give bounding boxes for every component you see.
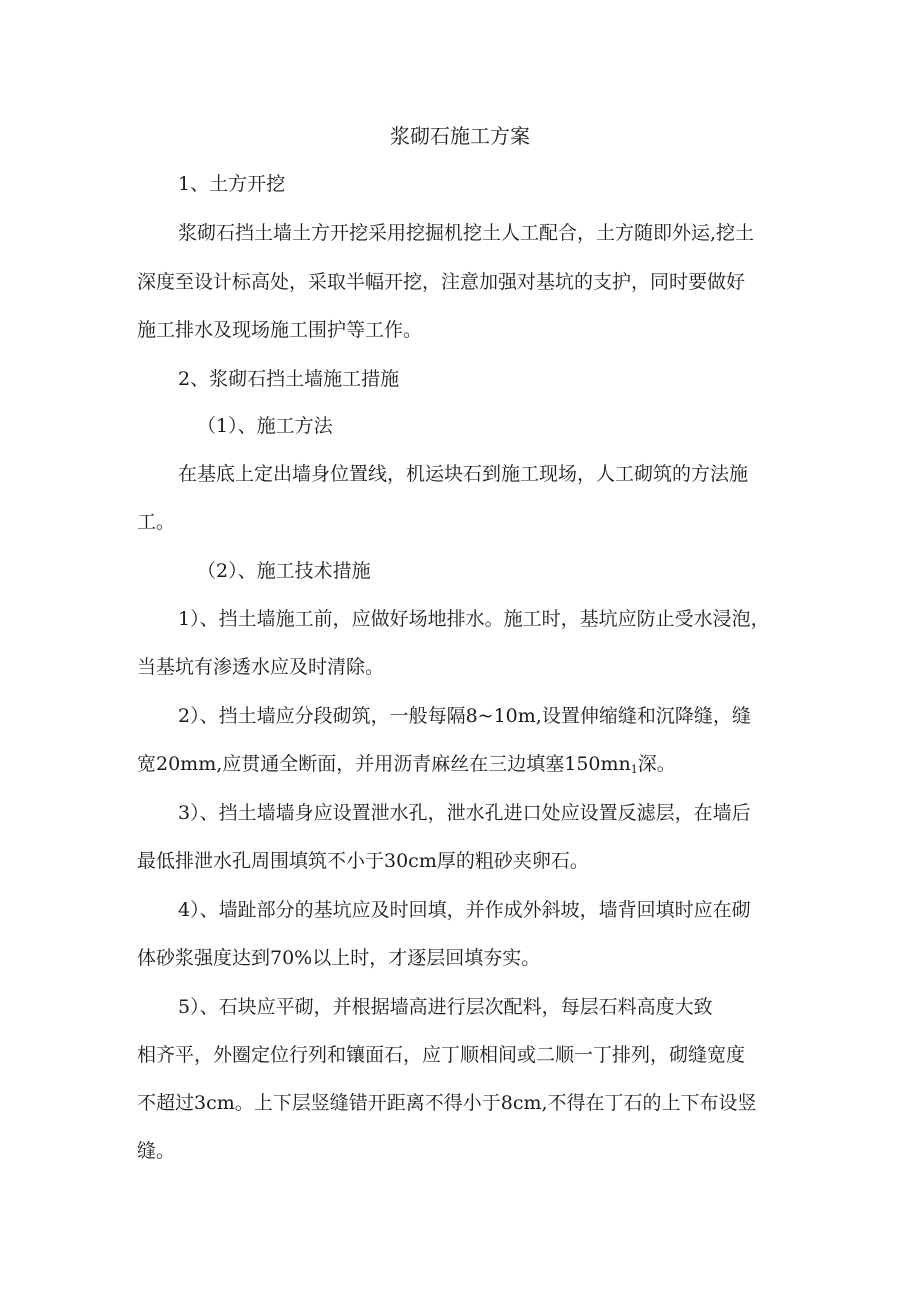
subheading-technical-measures: （2）、施工技术措施 — [197, 560, 371, 582]
paragraph-line: 相齐平，外圈定位行列和镶面石，应丁顺相间或二顺一丁排列，砌缝宽度 — [137, 1044, 746, 1066]
document-title: 浆砌石施工方案 — [390, 124, 530, 148]
paragraph-line: 深度至设计标高处，采取半幅开挖，注意加强对基坑的支护，同时要做好 — [137, 271, 746, 293]
paragraph-line: 当基坑有渗透水应及时清除。 — [137, 656, 385, 678]
paragraph-line: 4）、墙趾部分的基坑应及时回填，并作成外斜坡，墙背回填时应在砌 — [178, 899, 751, 921]
subheading-method: （1）、施工方法 — [197, 415, 333, 437]
paragraph-line: 工。 — [137, 511, 176, 533]
paragraph-line: 最低排泄水孔周围填筑不小于30cm厚的粗砂夹卵石。 — [137, 850, 589, 872]
paragraph-line: 缝。 — [137, 1140, 176, 1162]
paragraph-line: 体砂浆强度达到70%以上时，才逐层回填夯实。 — [137, 947, 541, 969]
paragraph-line: 1）、挡土墙施工前，应做好场地排水。施工时，基坑应防止受水浸泡， — [178, 608, 770, 630]
paragraph-line: 在基底上定出墙身位置线，机运块石到施工现场，人工砌筑的方法施 — [178, 463, 749, 485]
paragraph-line: 5）、石块应平砌，并根据墙高进行层次配料，每层石料高度大致 — [178, 996, 713, 1018]
paragraph-line: 施工排水及现场施工围护等工作。 — [137, 319, 423, 341]
heading-retaining-wall: 2、浆砌石挡土墙施工措施 — [178, 368, 400, 390]
paragraph-line: 3）、挡土墙墙身应设置泄水孔，泄水孔进口处应设置反滤层，在墙后 — [178, 802, 751, 824]
paragraph-line: 2）、挡土墙应分段砌筑，一般每隔8~10m,设置伸缩缝和沉降缝，缝 — [178, 705, 751, 727]
paragraph-line-with-subscript — [137, 751, 676, 783]
paragraph-text: 宽20mm,应贯通全断面，并用沥青麻丝在三边填塞150mn — [137, 753, 631, 775]
paragraph-text-tail: 深。 — [637, 753, 676, 775]
paragraph-line: 不超过3cm。上下层竖缝错开距离不得小于8cm,不得在丁石的上下布设竖 — [137, 1092, 757, 1114]
subscript: 1 — [630, 763, 638, 776]
paragraph-line: 浆砌石挡土墙土方开挖采用挖掘机挖土人工配合，土方随即外运,挖土 — [178, 222, 755, 244]
heading-earthwork: 1、土方开挖 — [178, 173, 286, 195]
